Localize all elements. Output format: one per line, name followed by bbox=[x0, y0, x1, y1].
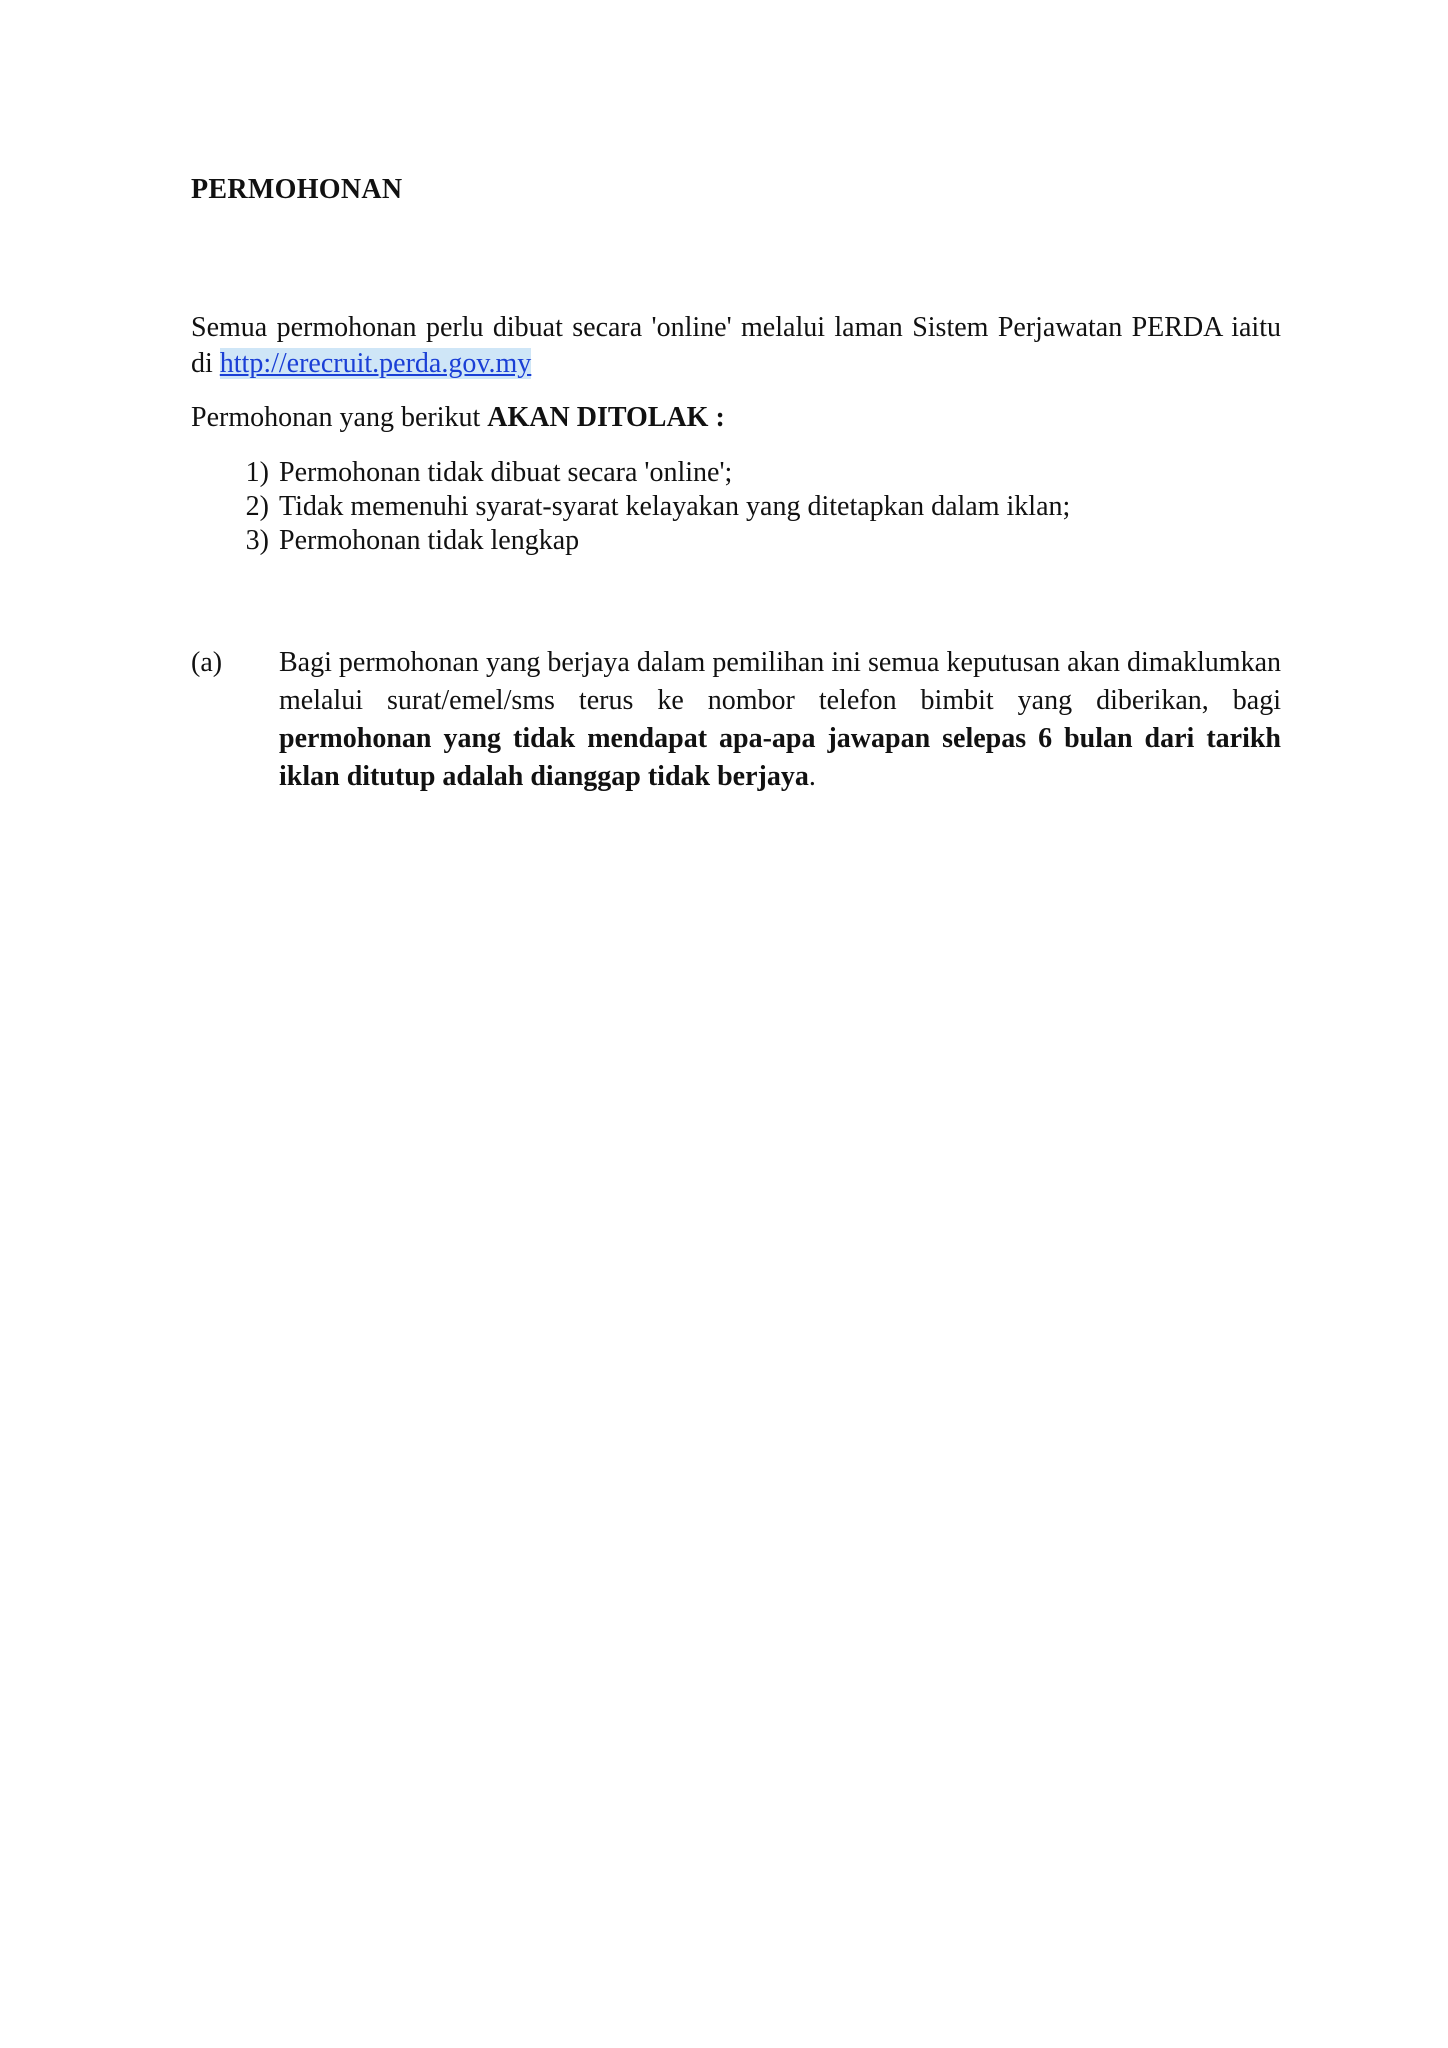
clause-a-text: Bagi permohonan yang berjaya dalam pemilihan ini semua keputusan akan dimaklumkan melalui surat/emel/sms terus ke nombor telefon bimbit yang diberikan, bagi bbox=[279, 647, 1281, 716]
list-item-text: Permohonan tidak lengkap bbox=[279, 525, 580, 556]
rejection-lead: Permohonan yang berikut bbox=[191, 402, 488, 433]
rejection-paragraph bbox=[191, 400, 1281, 436]
list-item-number: 3) bbox=[245, 525, 269, 556]
clause-a bbox=[191, 644, 1281, 796]
rejection-emphasis: AKAN DITOLAK : bbox=[487, 402, 725, 433]
list-item-text: Tidak memenuhi syarat-syarat kelayakan yang ditetapkan dalam iklan; bbox=[279, 491, 1071, 522]
clause-a-body bbox=[279, 644, 1281, 796]
list-item-number: 2) bbox=[245, 491, 269, 522]
erecruit-link[interactable]: http://erecruit.perda.gov.my bbox=[219, 348, 532, 379]
document-content bbox=[191, 170, 1281, 796]
clause-a-marker: (a) bbox=[191, 647, 223, 678]
intro-paragraph bbox=[191, 310, 1281, 382]
list-item bbox=[191, 456, 1281, 490]
list-item bbox=[191, 524, 1281, 558]
list-item bbox=[191, 490, 1281, 524]
clause-a-end: . bbox=[808, 761, 816, 792]
list-item-text: Permohonan tidak dibuat secara 'online'; bbox=[279, 457, 733, 488]
list-item-number: 1) bbox=[245, 457, 269, 488]
rejection-reasons-list bbox=[191, 456, 1281, 558]
intro-text: Semua permohonan perlu dibuat secara 'online' melalui laman Sistem Perjawatan PERDA iaitu di bbox=[191, 312, 1281, 379]
clause-a-bold-text: permohonan yang tidak mendapat apa-apa jawapan selepas 6 bulan dari tarikh iklan ditutup adalah dianggap tidak berjaya bbox=[279, 723, 1281, 792]
page-title: PERMOHONAN bbox=[191, 174, 403, 205]
